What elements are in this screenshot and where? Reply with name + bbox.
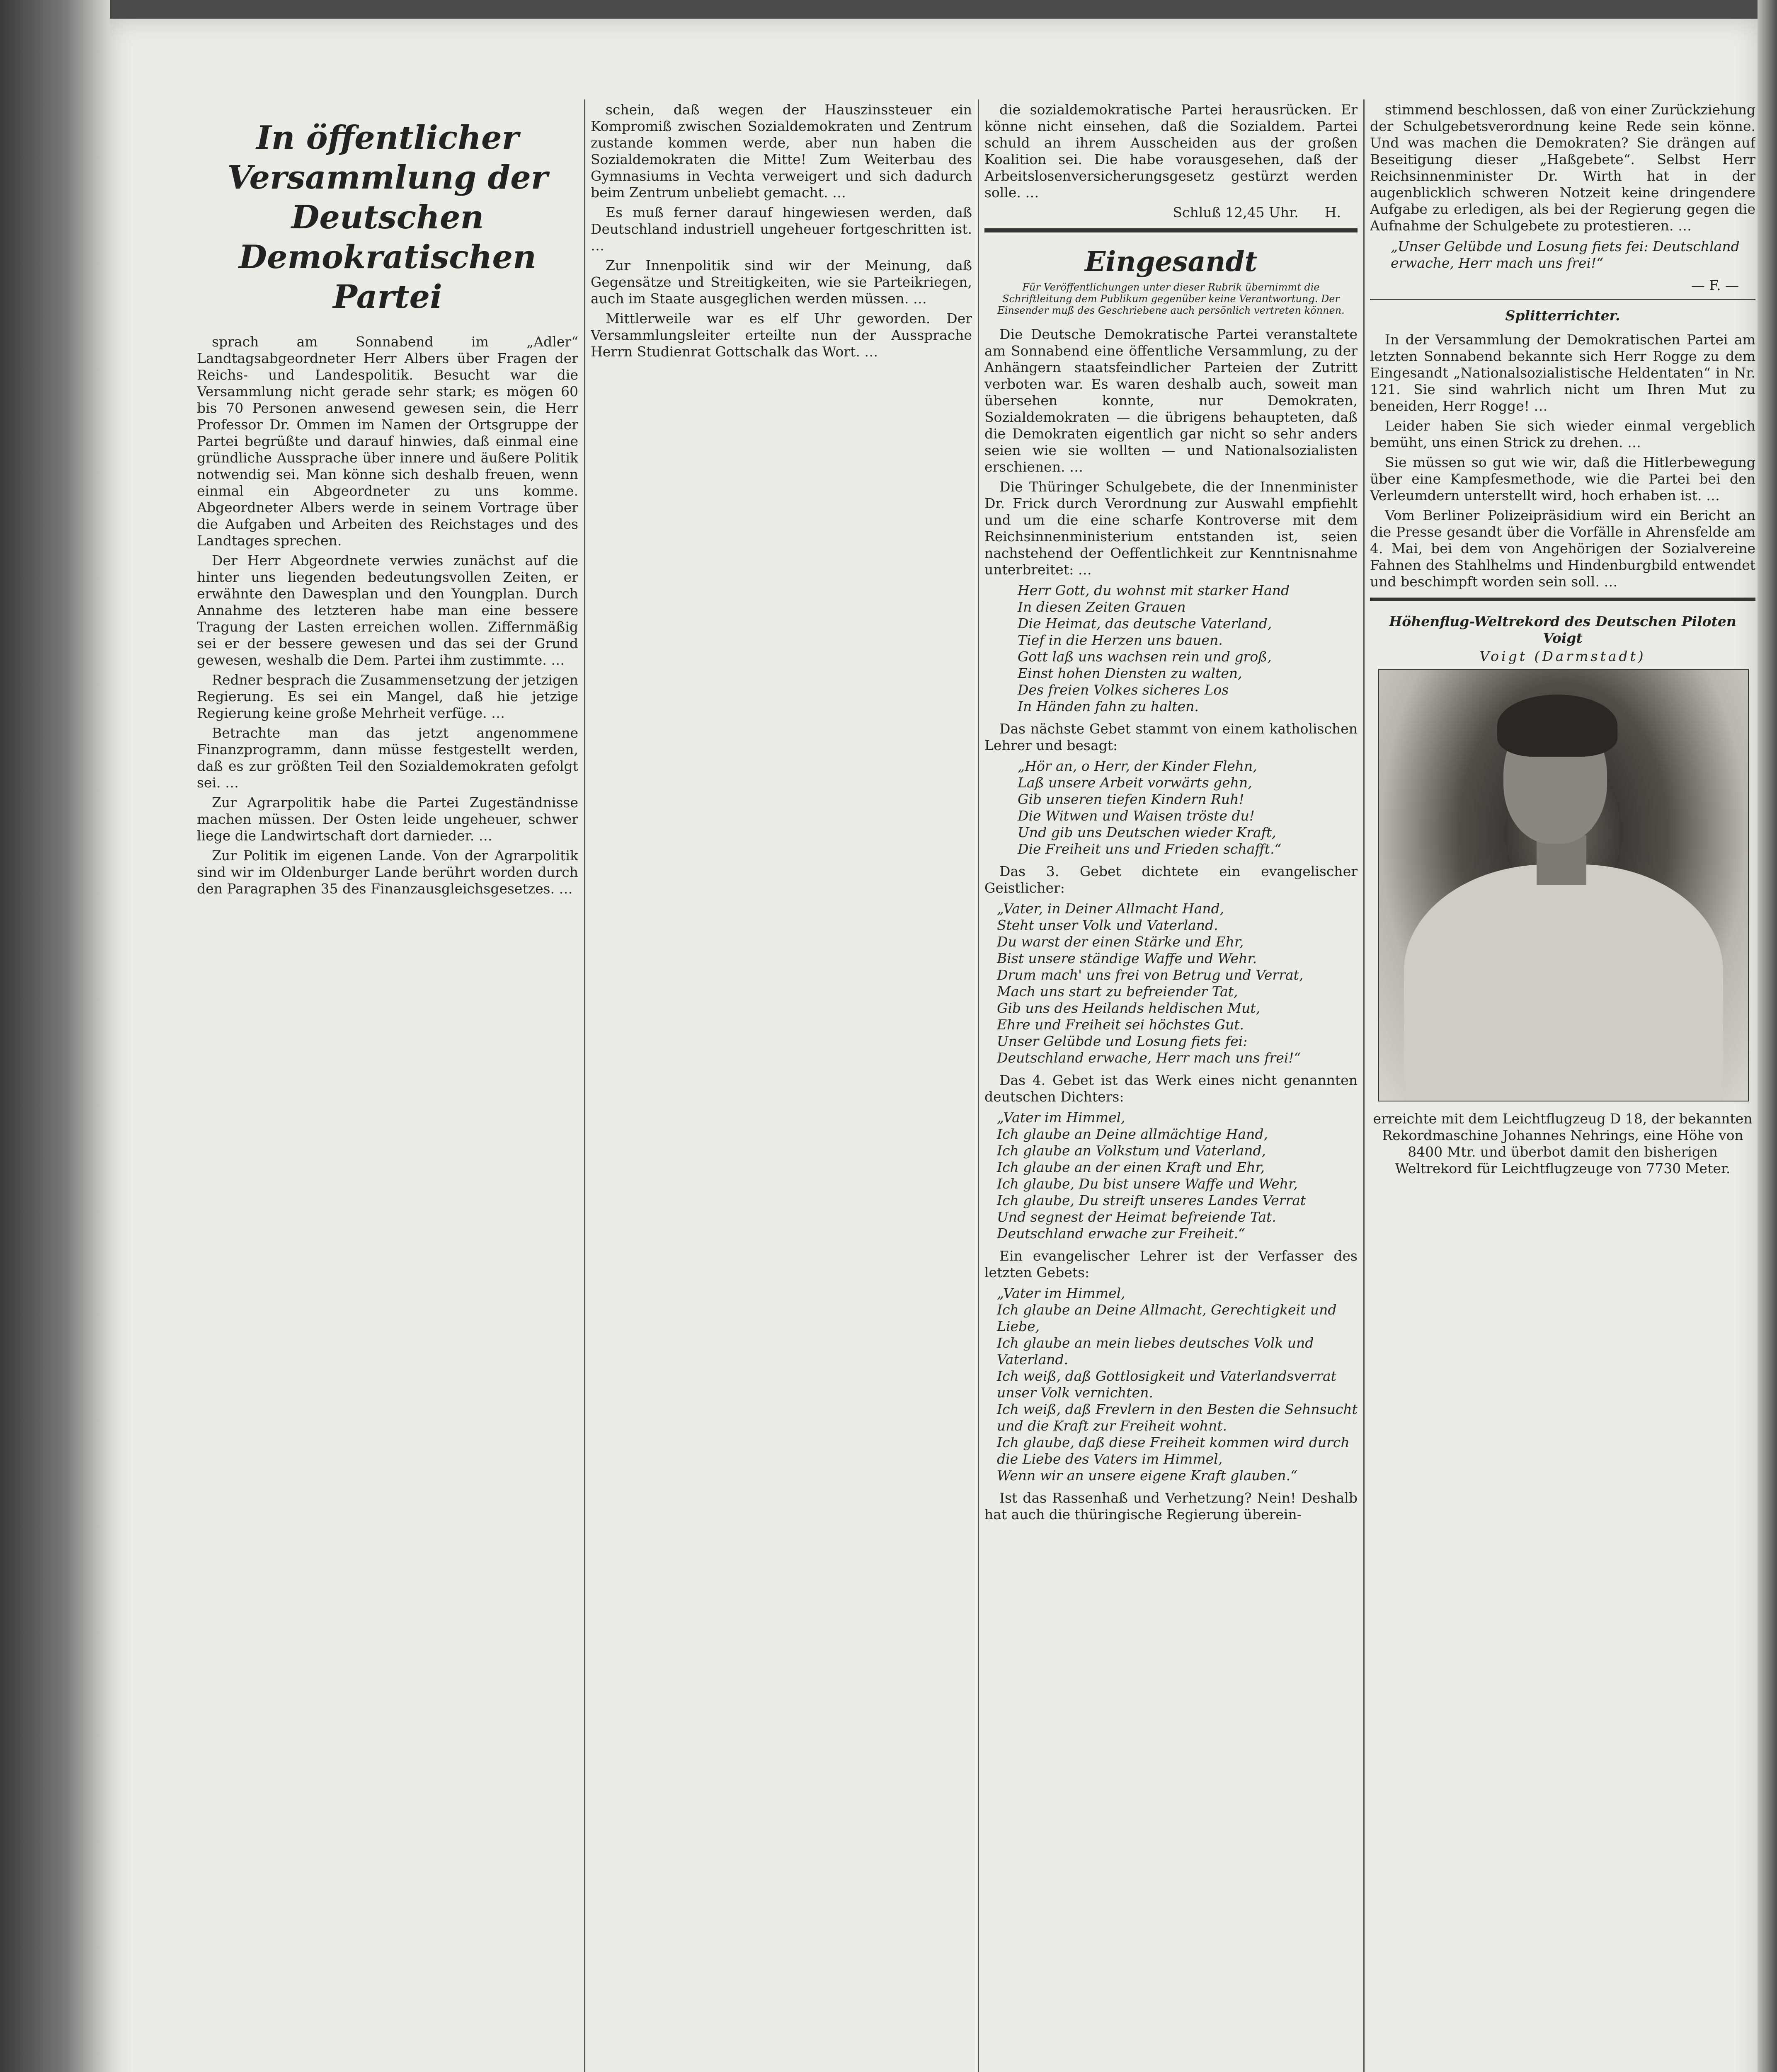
newspaper-page bbox=[110, 19, 1758, 2072]
poem-line: Ich glaube, daß diese Freiheit kommen wird durch die Liebe des Vaters im Himmel, bbox=[997, 1434, 1350, 1467]
poem-line: „Hör an, o Herr, der Kinder Flehn, bbox=[1018, 758, 1257, 774]
article-column-4 bbox=[1370, 102, 1755, 2072]
poem-line: Steht unser Volk und Vaterland. bbox=[997, 917, 1218, 933]
article-paragraph: Redner besprach die Zusammensetzung der jetzigen Regierung. Es sei ein Mangel, daß hie jetzige Regierung keine große Mehrheit verfüge. … bbox=[197, 672, 578, 721]
section-title-splitterrichter: Splitterrichter. bbox=[1505, 307, 1620, 324]
article-paragraph: Das 4. Gebet ist das Werk eines nicht genannten deutschen Dichters: bbox=[984, 1072, 1358, 1105]
article-headline: In öffentlicher Versammlung der Deutschen Demokratischen Partei bbox=[227, 119, 548, 316]
prayer-3 bbox=[984, 900, 1358, 1066]
prayer-5 bbox=[984, 1285, 1358, 1484]
article-paragraph: Ist das Rassenhaß und Verhetzung? Nein! Deshalb hat auch die thüringische Regierung überein- bbox=[984, 1490, 1358, 1523]
photo-caption: erreichte mit dem Leichtflugzeug D 18, der bekannten Rekordmaschine Johannes Nehrings, eine Höhe von 8400 Mtr. und überbot damit den bisherigen Weltrekord für Leichtflugzeuge von 7730 Meter. bbox=[1373, 1111, 1753, 1176]
article-paragraph: Mittlerweile war es elf Uhr geworden. Der Versammlungsleiter erteilte nun der Aussprache Herrn Studienrat Gottschalk das Wort. … bbox=[591, 310, 972, 360]
poem-line: Ich glaube, Du bist unsere Waffe und Wehr, bbox=[997, 1176, 1298, 1192]
prayer-1 bbox=[984, 582, 1358, 715]
poem-line: Und gib uns Deutschen wieder Kraft, bbox=[1018, 824, 1276, 840]
poem-line: Drum mach' uns frei von Betrug und Verrat, bbox=[997, 967, 1304, 983]
article-paragraph: Zur Politik im eigenen Lande. Von der Agrarpolitik sind wir im Oldenburger Lande berührt worden durch den Paragraphen 35 des Finanzausgleichsgesetzes. … bbox=[197, 847, 578, 897]
poem-line: Gott laß uns wachsen rein und groß, bbox=[1018, 649, 1272, 665]
poem-line: Du warst der einen Stärke und Ehr, bbox=[997, 934, 1244, 950]
closing-time: Schluß 12,45 Uhr. bbox=[1173, 204, 1299, 220]
article-paragraph: sprach am Sonnabend im „Adler“ Landtagsabgeordneter Herr Albers über Fragen der Reichs- und Landespolitik. Besucht war die Versammlung nicht gerade sehr stark; es mögen 60 bis 70 Personen anwesend gewesen sein, die Herr Professor Dr. Ommen im Namen der Ortsgruppe der Partei begrüßte und darauf hinwies, daß einmal eine gründliche Aussprache über innere und äußere Politik notwendig sei. Man könne sich deshalb freuen, wenn einmal ein Abgeordneter zu uns komme. Abgeordneter Albers werde in seinem Vortrage über die Aufgaben und Arbeiten des Reichstages und des Landtages sprechen. bbox=[197, 334, 578, 549]
article-paragraph: Das 3. Gebet dichtete ein evangelischer Geistlicher: bbox=[984, 863, 1358, 896]
poem-line: „Vater, in Deiner Allmacht Hand, bbox=[997, 900, 1224, 917]
poem-line: Gib uns des Heilands heldischen Mut, bbox=[997, 1000, 1261, 1016]
article-paragraph: In der Versammlung der Demokratischen Partei am letzten Sonnabend bekannte sich Herr Rogge zu dem Eingesandt „Nationalsozialistische Heldentaten“ in Nr. 121. Sie sind wahrlich nicht um Ihren Mut zu beneiden, Herr Rogge! … bbox=[1370, 332, 1755, 414]
poem-line: Die Heimat, das deutsche Vaterland, bbox=[1018, 615, 1272, 632]
poem-line: Die Freiheit uns und Frieden schafft.“ bbox=[1018, 841, 1282, 857]
prayer-2 bbox=[984, 758, 1358, 857]
poem-line: Ich glaube an Deine allmächtige Hand, bbox=[997, 1126, 1268, 1142]
article-paragraph: Das nächste Gebet stammt von einem katholischen Lehrer und besagt: bbox=[984, 721, 1358, 753]
poem-line: In diesen Zeiten Grauen bbox=[1018, 599, 1186, 615]
pilot-portrait-photo bbox=[1378, 669, 1749, 1101]
prayer-4 bbox=[984, 1109, 1358, 1242]
article-paragraph: die sozialdemokratische Partei herausrücken. Er könne nicht einsehen, daß die Sozialdem. Partei schuld an ihrem Ausscheiden aus der großen Koalition sei. Die habe vorausgesehen, daß der Arbeitslosenversicherungsgesetz gestürzt werden solle. … bbox=[984, 102, 1358, 201]
article-paragraph: Der Herr Abgeordnete verwies zunächst auf die hinter uns liegenden bedeutungsvollen Zeiten, er erwähnte den Dawesplan und den Youngplan. Durch Annahme des letzteren habe man eine bessere Tragung der Lasten erreichen wollen. Ziffernmäßig sei er der bessere gewesen und das sei der Grund gewesen, weshalb die Dem. Partei ihm zustimmte. … bbox=[197, 552, 578, 668]
poem-line: Ich glaube an der einen Kraft und Ehr, bbox=[997, 1159, 1265, 1175]
poem-line: „Vater im Himmel, bbox=[997, 1109, 1125, 1126]
poem-line: Ehre und Freiheit sei höchstes Gut. bbox=[997, 1017, 1244, 1033]
poem-line: Ich glaube an mein liebes deutsches Volk und Vaterland. bbox=[997, 1335, 1314, 1368]
article-paragraph: Ein evangelischer Lehrer ist der Verfasser des letzten Gebets: bbox=[984, 1248, 1358, 1280]
column-rule bbox=[584, 99, 585, 2072]
article-paragraph: Die Thüringer Schulgebete, die der Innenminister Dr. Frick durch Verordnung zur Auswahl empfiehlt und um die eine scharfe Kontroverse mit dem Reichsinnenministerium entstanden ist, seien nachstehend der Oeffentlichkeit zur Kenntnisnahme unterbreitet: … bbox=[984, 479, 1358, 578]
article-paragraph: Vom Berliner Polizeipräsidium wird ein Bericht an die Presse gesandt über die Vorfälle in Ahrensfelde am 4. Mai, bei dem von Angehörigen der Sozialvereine Fahnen des Stahlhelms und Hindenburgbild entwendet und beschimpft worden sein soll. … bbox=[1370, 507, 1755, 590]
article-paragraph: Betrachte man das jetzt angenommene Finanzprogramm, dann müsse festgestellt werden, daß es zur größten Teil den Sozialdemokraten gefolgt sei. … bbox=[197, 725, 578, 791]
article-paragraph: Leider haben Sie sich wieder einmal vergeblich bemüht, uns einen Strick zu drehen. … bbox=[1370, 418, 1755, 450]
article-paragraph: Sie müssen so gut wie wir, daß die Hitlerbewegung über eine Kampfesmethode, wie die Partei bei den Verleumdern unterstellt wird, hoch erhaben ist. … bbox=[1370, 454, 1755, 503]
poem-line: Herr Gott, du wohnst mit starker Hand bbox=[1018, 582, 1290, 598]
editor-disclaimer: Für Veröffentlichungen unter dieser Rubrik übernimmt die Schriftleitung dem Publikum gegenüber keine Verantwortung. Der Einsender muß des Geschriebene auch persönlich vertreten können. bbox=[997, 281, 1345, 316]
photo-subtitle: Voigt (Darmstadt) bbox=[1479, 648, 1646, 664]
column-rule bbox=[1363, 99, 1365, 2072]
book-page-edge bbox=[1758, 0, 1777, 2072]
poem-line: Einst hohen Diensten zu walten, bbox=[1018, 665, 1242, 681]
author-initial: H. bbox=[1324, 204, 1341, 220]
poem-line: Mach uns start zu befreiender Tat, bbox=[997, 983, 1238, 1000]
poem-line: Des freien Volkes sicheres Los bbox=[1018, 682, 1229, 698]
poem-line: Unser Gelübde und Losung fiets fei: bbox=[997, 1033, 1248, 1049]
article-column-2 bbox=[591, 102, 972, 2072]
article-paragraph: Die Deutsche Demokratische Partei veranstaltete am Sonnabend eine öffentliche Versammlung, zu der Anhängern staatsfeindlicher Parteien der Zutritt verboten war. Es waren deshalb auch, soweit man übersehen konnte, nur Demokraten, Sozialdemokraten — die übrigens behaupteten, daß die Demokraten eigentlich gar nicht so sehr anders seien wie sie wollten — und Nationalsozialisten erschienen. … bbox=[984, 326, 1358, 475]
article-paragraph: stimmend beschlossen, daß von einer Zurückziehung der Schulgebetsverordnung keine Rede sein könne. Und was machen die Demokraten? Sie drängen auf Beseitigung dieser „Haßgebete“. Selbst Herr Reichsinnenminister Dr. Wirth hat in der augenblicklich schweren Notzeit keine dringendere Aufgabe zu erledigen, als bei der Regierung gegen die Aufnahme der Schulgebete zu protestieren. … bbox=[1370, 102, 1755, 234]
poem-line: Gib unseren tiefen Kindern Ruh! bbox=[1018, 791, 1244, 807]
article-paragraph: Zur Innenpolitik sind wir der Meinung, daß Gegensätze und Streitigkeiten, wie sie Parteikriegen, auch im Staate ausgeglichen werden müssen. … bbox=[591, 257, 972, 307]
article-paragraph: Zur Agrarpolitik habe die Partei Zugeständnisse machen müssen. Der Osten leide ungeheuer, schwer liege die Landwirtschaft dort darnieder. … bbox=[197, 794, 578, 844]
book-spine-edge bbox=[0, 0, 110, 2072]
poem-line: In Händen fahn zu halten. bbox=[1018, 698, 1199, 714]
poem-line: Ich weiß, daß Gottlosigkeit und Vaterlandsverrat unser Volk vernichten. bbox=[997, 1368, 1336, 1401]
poem-line: Ich glaube an Volkstum und Vaterland, bbox=[997, 1143, 1266, 1159]
motto: „Unser Gelübde und Losung fiets fei: Deutschland erwache, Herr mach uns frei!“ bbox=[1391, 238, 1740, 271]
author-signature: — F. — bbox=[1691, 277, 1739, 293]
poem-line: Ich glaube, Du streift unseres Landes Verrat bbox=[997, 1192, 1306, 1208]
poem-line: Bist unsere ständige Waffe und Wehr. bbox=[997, 950, 1257, 966]
article-column-1 bbox=[197, 102, 578, 2072]
article-paragraph: schein, daß wegen der Hauszinssteuer ein Kompromiß zwischen Sozialdemokraten und Zentrum zustande kommen werde, aber nun haben die Sozialdemokraten die Mitte! Zum Weiterbau des Gymnasiums in Vechta verweigert und sich dadurch beim Zentrum unbeliebt gemacht. … bbox=[591, 102, 972, 201]
article-closing bbox=[984, 204, 1358, 221]
article-paragraph: Es muß ferner darauf hingewiesen werden, daß Deutschland industriell ungeheuer fortgeschritten ist. … bbox=[591, 204, 972, 254]
photo-figure-body bbox=[1404, 864, 1723, 1101]
photo-title: Höhenflug-Weltrekord des Deutschen Piloten Voigt bbox=[1389, 613, 1736, 646]
poem-line: Laß unsere Arbeit vorwärts gehn, bbox=[1018, 775, 1252, 791]
section-divider bbox=[1370, 299, 1755, 300]
poem-line: Ich weiß, daß Frevlern in den Besten die Sehnsucht und die Kraft zur Freiheit wohnt. bbox=[997, 1401, 1358, 1434]
section-title-eingesandt: Eingesandt bbox=[1084, 245, 1258, 278]
poem-line: Ich glaube an Deine Allmacht, Gerechtigkeit und Liebe, bbox=[997, 1302, 1337, 1334]
poem-line: Deutschland erwache zur Freiheit.“ bbox=[997, 1225, 1245, 1242]
poem-line: „Vater im Himmel, bbox=[997, 1285, 1125, 1301]
poem-line: Deutschland erwache, Herr mach uns frei!“ bbox=[997, 1050, 1301, 1066]
poem-line: Die Witwen und Waisen tröste du! bbox=[1018, 808, 1255, 824]
section-divider bbox=[984, 228, 1358, 232]
photo-figure-hair bbox=[1497, 695, 1617, 757]
section-divider bbox=[1370, 598, 1755, 601]
poem-line: Wenn wir an unsere eigene Kraft glauben.“ bbox=[997, 1467, 1297, 1484]
article-column-3 bbox=[984, 102, 1358, 2072]
poem-line: Tief in die Herzen uns bauen. bbox=[1018, 632, 1223, 648]
poem-line: Und segnest der Heimat befreiende Tat. bbox=[997, 1209, 1276, 1225]
column-rule bbox=[978, 99, 979, 2072]
